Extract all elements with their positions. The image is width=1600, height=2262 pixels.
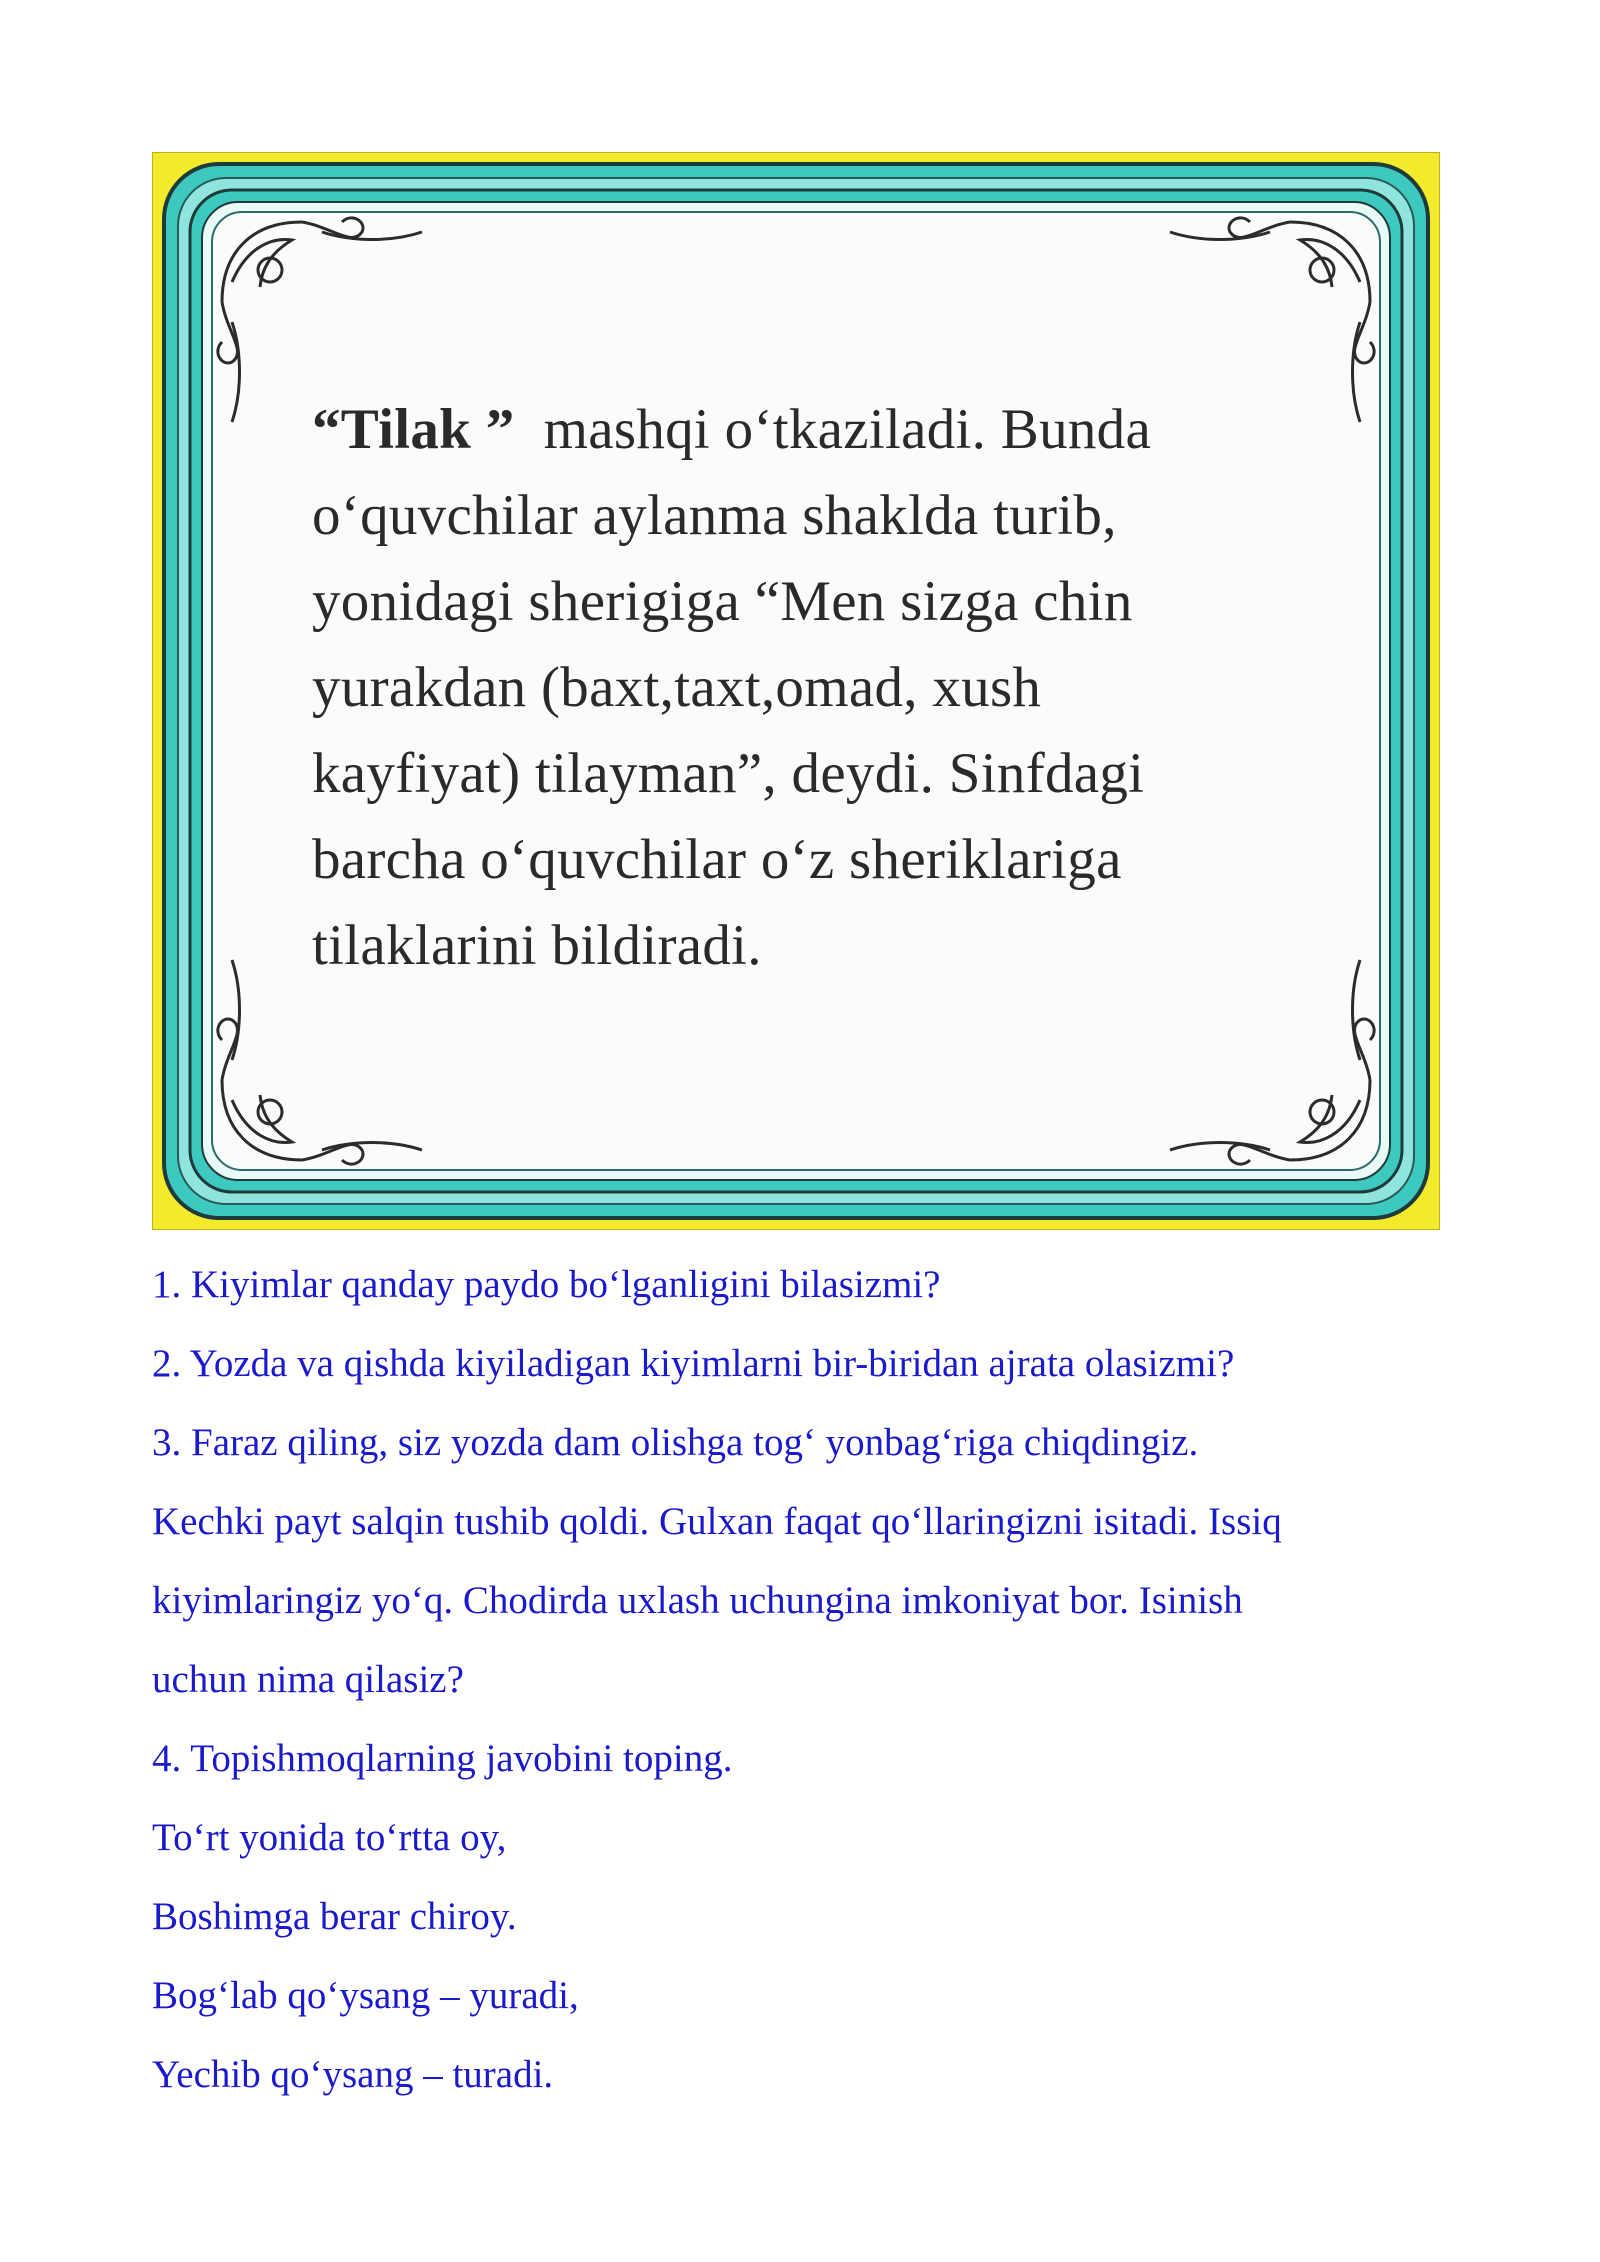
body-text — [152, 1245, 1482, 2114]
frame-line-1-text: mashqi o‘tkaziladi. Bunda — [514, 398, 1152, 461]
riddle-line-2: Boshimga berar chiroy. — [152, 1895, 517, 1938]
riddle-line-3: Bog‘lab qo‘ysang – yuradi, — [152, 1974, 579, 2017]
question-3-continued-2: kiyimlaringiz yo‘q. Chodirda uxlash uchungina imkoniyat bor. Isinish — [152, 1579, 1243, 1622]
question-4: 4. Topishmoqlarning javobini toping. — [152, 1737, 733, 1780]
question-3-continued-1: Kechki payt salqin tushib qoldi. Gulxan faqat qo‘llaringizni isitadi. Issiq — [152, 1500, 1282, 1543]
frame-line-6: barcha o‘quvchilar o‘z sheriklariga — [312, 828, 1122, 891]
question-3: 3. Faraz qiling, siz yozda dam olishga tog‘ yonbag‘riga chiqdingiz. — [152, 1421, 1199, 1464]
frame-line-5: kayfiyat) tilayman”, deydi. Sinfdagi — [312, 742, 1145, 805]
frame-line-1 — [312, 387, 1352, 473]
frame-line-7: tilaklarini bildiradi. — [312, 914, 762, 977]
decorative-frame-image — [152, 152, 1440, 1230]
frame-title-bold: “Tilak ” — [312, 398, 515, 461]
frame-line-2: o‘quvchilar aylanma shaklda turib, — [312, 484, 1117, 547]
riddle-line-4: Yechib qo‘ysang – turadi. — [152, 2053, 554, 2096]
riddle-line-1: To‘rt yonida to‘rtta oy, — [152, 1816, 507, 1859]
question-3-continued-3: uchun nima qilasiz? — [152, 1658, 464, 1701]
question-2: 2. Yozda va qishda kiyiladigan kiyimlarni bir-biridan ajrata olasizmi? — [152, 1342, 1235, 1385]
question-1: 1. Kiyimlar qanday paydo bo‘lganligini bilasizmi? — [152, 1263, 941, 1306]
frame-text-block — [312, 387, 1352, 989]
frame-line-4: yurakdan (baxt,taxt,omad, xush — [312, 656, 1042, 719]
frame-line-3: yonidagi sherigiga “Men sizga chin — [312, 570, 1133, 633]
